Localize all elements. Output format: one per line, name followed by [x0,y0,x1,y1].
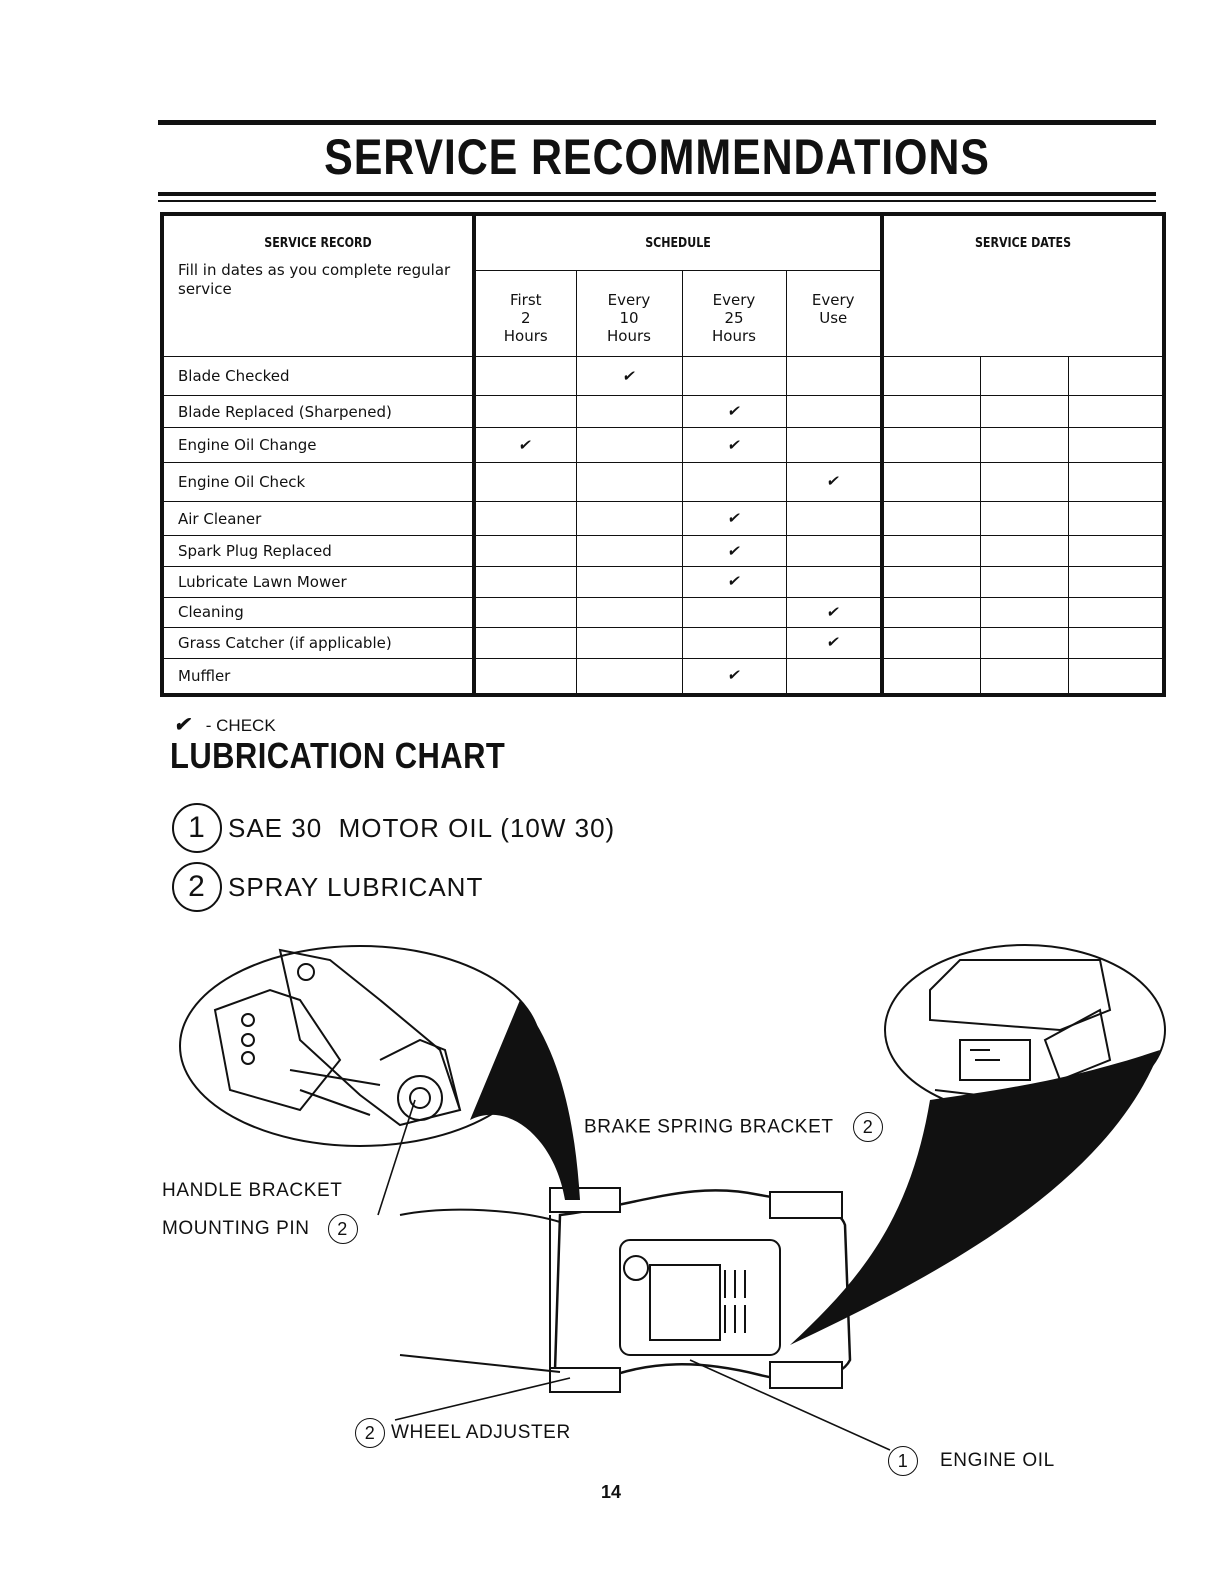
schedule-cell [474,428,576,463]
engine-oil-label: ENGINE OIL [940,1450,1055,1471]
schedule-header-cell [474,214,882,270]
service-date-cell [1068,357,1164,396]
service-date-cell [1068,567,1164,598]
mounting-pin-label: MOUNTING PIN [162,1218,310,1239]
service-date-cell [882,428,980,463]
schedule-cell [682,428,786,463]
lubricant-item-2 [172,862,483,912]
schedule-cell [576,597,682,628]
wheel-adjuster-callout [355,1418,571,1448]
schedule-cell [576,428,682,463]
schedule-cell [786,536,882,567]
service-date-cell [980,536,1068,567]
service-date-cell [882,536,980,567]
service-rows [162,357,1164,695]
check-mark-icon: ✔ [725,541,743,560]
service-date-cell [980,658,1068,695]
schedule-cell [786,428,882,463]
schedule-cell [786,567,882,598]
schedule-cell [576,357,682,396]
service-date-cell [882,357,980,396]
table-row [162,658,1164,695]
service-date-cell [980,628,1068,659]
wheel-adjuster-number-circle: 2 [355,1418,385,1448]
service-item-label: Engine Oil Change [162,428,474,463]
service-date-cell [882,658,980,695]
schedule-col-first-2-hours: First 2 Hours [474,270,576,357]
check-mark-icon: ✔ [725,435,743,454]
service-date-cell [1068,628,1164,659]
service-date-cell [980,395,1068,428]
engine-oil-number-circle: 1 [888,1446,918,1476]
check-mark-icon: ✔ [725,666,743,685]
schedule-col-every-25-hours: Every 25 Hours [682,270,786,357]
schedule-header: SCHEDULE [645,236,711,251]
wheel-adjuster-leader-line [395,1378,570,1420]
service-date-cell [882,628,980,659]
schedule-cell [786,463,882,502]
service-date-cell [980,357,1068,396]
schedule-cell [576,536,682,567]
schedule-cell [474,597,576,628]
check-mark-icon: ✔ [172,714,194,736]
mounting-pin-callout [162,1214,358,1244]
schedule-cell [786,597,882,628]
schedule-cell [682,567,786,598]
service-date-cell [1068,597,1164,628]
service-item-label: Grass Catcher (if applicable) [162,628,474,659]
check-mark-icon: ✔ [825,602,842,621]
lawn-mower-lubrication-diagram [0,930,1222,1490]
handle-bracket-detail-drawing [215,950,460,1125]
handle-pin-leader-line [378,1100,415,1215]
table-row [162,567,1164,598]
service-date-cell [980,501,1068,536]
number-circle-2: 2 [172,862,222,912]
right-callout-wedge [790,1050,1160,1345]
handle-bracket-label: HANDLE BRACKET [162,1180,343,1201]
title-bottom-rule [158,192,1156,196]
service-dates-header: SERVICE DATES [974,236,1072,251]
lubricant-text-2: SPRAY LUBRICANT [228,871,484,902]
page-number: 14 [600,1482,622,1502]
service-item-label: Engine Oil Check [162,463,474,502]
schedule-cell [682,536,786,567]
schedule-cell [682,463,786,502]
engine-oil-callout [888,1446,1055,1476]
schedule-cell [474,628,576,659]
schedule-cell [576,463,682,502]
lubricant-item-1 [172,803,615,853]
service-date-cell [980,567,1068,598]
schedule-cell [474,501,576,536]
table-row [162,463,1164,502]
lubrication-chart-title: LUBRICATION CHART [170,735,506,776]
service-date-cell [1068,536,1164,567]
wheel-adjuster-label: WHEEL ADJUSTER [391,1422,571,1443]
schedule-cell [576,658,682,695]
service-record-table [160,212,1166,697]
service-date-cell [980,463,1068,502]
schedule-cell [786,501,882,536]
brake-spring-bracket-callout [584,1112,883,1142]
service-date-cell [1068,428,1164,463]
title-bottom-rule-thin [158,200,1156,202]
service-date-cell [882,463,980,502]
table-row [162,536,1164,567]
check-mark-icon: ✔ [825,633,842,652]
service-date-cell [1068,395,1164,428]
schedule-cell [474,463,576,502]
check-mark-icon: ✔ [517,435,535,454]
schedule-cell [576,395,682,428]
service-item-label: Lubricate Lawn Mower [162,567,474,598]
service-record-note: Fill in dates as you complete regular service [178,261,451,298]
check-mark-icon: ✔ [825,472,842,491]
schedule-cell [576,501,682,536]
service-item-label: Blade Replaced (Sharpened) [162,395,474,428]
service-item-label: Cleaning [162,597,474,628]
left-callout-wedge [470,1000,580,1200]
table-row [162,597,1164,628]
service-date-cell [980,428,1068,463]
service-date-cell [1068,658,1164,695]
service-dates-header-cell [882,214,1164,357]
service-date-cell [882,597,980,628]
schedule-cell [786,658,882,695]
schedule-cell [682,357,786,396]
schedule-cell [682,628,786,659]
table-row [162,501,1164,536]
schedule-cell [474,357,576,396]
check-mark-icon: ✔ [620,366,638,385]
table-row [162,628,1164,659]
page-title: SERVICE RECOMMENDATIONS [324,129,990,185]
schedule-cell [682,395,786,428]
schedule-col-every-use: Every Use [786,270,882,357]
service-date-cell [1068,501,1164,536]
table-row [162,357,1164,396]
schedule-cell [682,501,786,536]
service-item-label: Air Cleaner [162,501,474,536]
legend [172,712,276,737]
service-item-label: Muffler [162,658,474,695]
brake-spring-bracket-label: BRAKE SPRING BRACKET [584,1116,834,1138]
service-item-label: Blade Checked [162,357,474,396]
table-row [162,428,1164,463]
schedule-cell [474,658,576,695]
check-mark-icon: ✔ [725,509,743,528]
schedule-col-every-10-hours: Every 10 Hours [576,270,682,357]
service-date-cell [882,501,980,536]
schedule-cell [682,658,786,695]
check-mark-icon: ✔ [725,572,743,591]
service-date-cell [882,395,980,428]
lubricant-text-1: SAE 30 MOTOR OIL (10W 30) [228,812,616,843]
legend-text: - CHECK [205,716,276,735]
top-rule [158,120,1156,125]
schedule-cell [576,567,682,598]
schedule-cell [786,628,882,659]
schedule-cell [474,567,576,598]
service-item-label: Spark Plug Replaced [162,536,474,567]
table-row [162,395,1164,428]
handle-bracket-detail-ellipse [180,946,540,1146]
service-record-header-cell [162,214,474,357]
number-circle-1: 1 [172,803,222,853]
check-mark-icon: ✔ [725,402,743,421]
schedule-cell [576,628,682,659]
service-date-cell [980,597,1068,628]
schedule-cell [682,597,786,628]
mower-deck-drawing [400,1188,850,1392]
schedule-cell [474,536,576,567]
mounting-pin-number-circle: 2 [328,1214,358,1244]
schedule-cell [786,395,882,428]
service-date-cell [882,567,980,598]
brake-spring-number-circle: 2 [853,1112,883,1142]
service-date-cell [1068,463,1164,502]
schedule-cell [786,357,882,396]
service-record-header: SERVICE RECORD [264,236,372,251]
schedule-cell [474,395,576,428]
